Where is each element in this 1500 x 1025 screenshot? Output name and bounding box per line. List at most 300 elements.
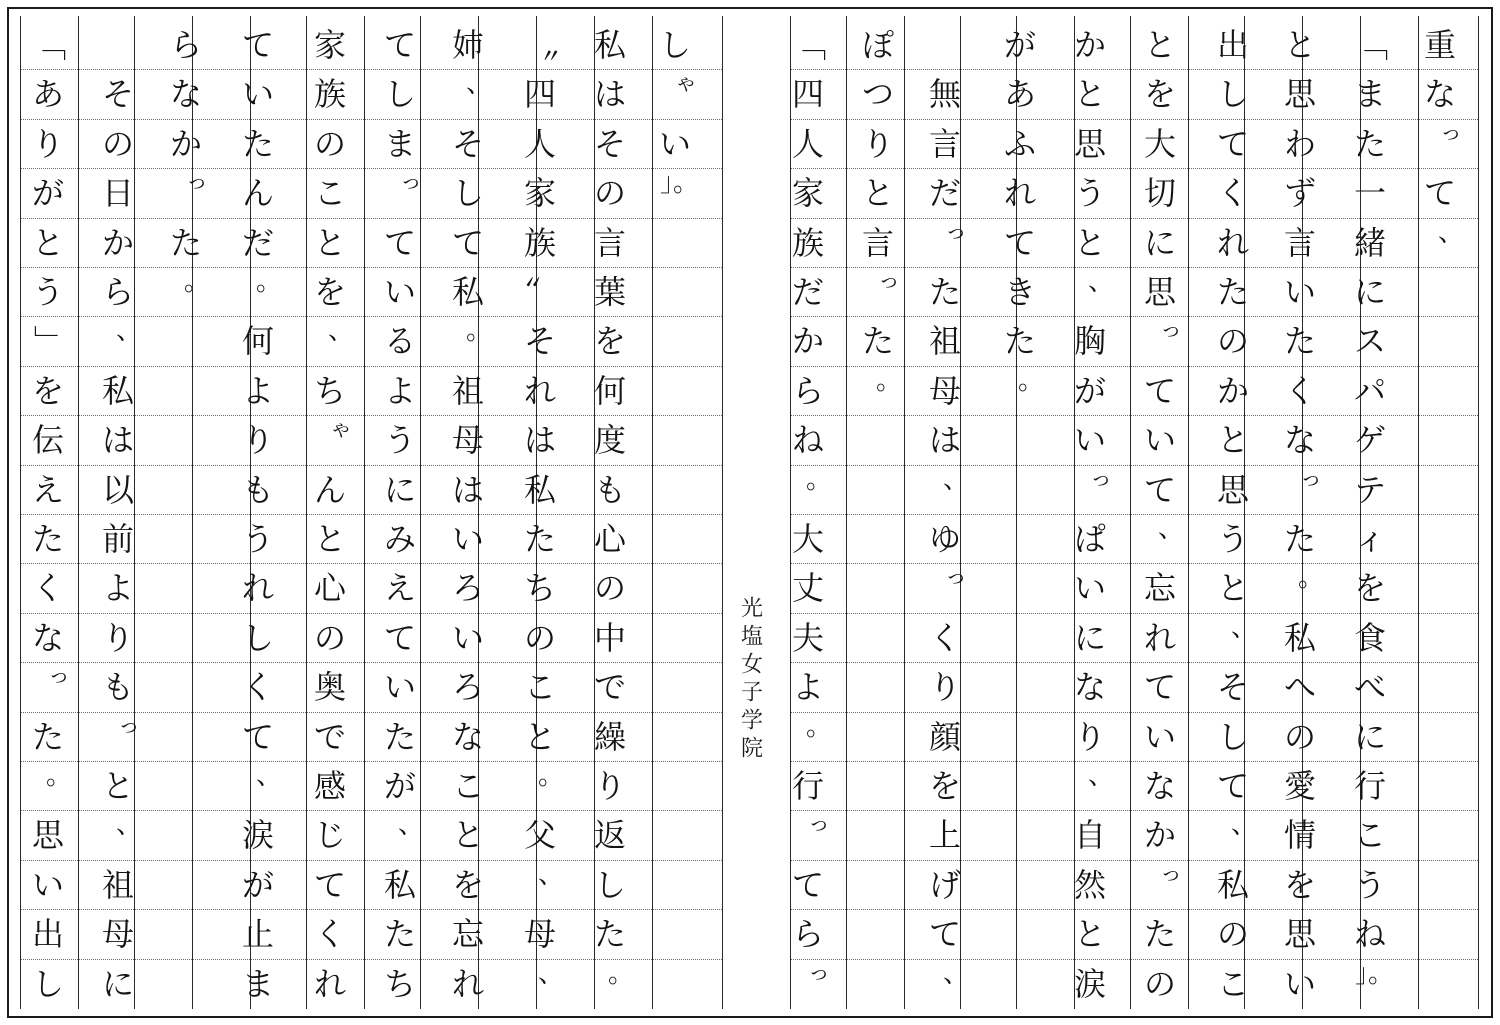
character-cell: 忘: [1143, 568, 1176, 607]
character-cell: て: [1143, 470, 1176, 509]
character-cell: 私: [383, 865, 416, 904]
character-cell: ち: [383, 964, 416, 1003]
character-cell: く: [1216, 173, 1249, 212]
character-cell: し: [383, 74, 416, 113]
character-cell: い: [1073, 420, 1106, 459]
character-cell: た: [169, 223, 202, 262]
character-cell: 母: [451, 420, 484, 459]
character-cell: が: [241, 865, 274, 904]
character-cell: [1412, 415, 1468, 464]
character-cell: く: [313, 914, 346, 953]
character-cell: [850, 613, 906, 662]
character-cell: み: [383, 519, 416, 558]
character-cell: ま: [241, 964, 274, 1003]
character-cell: で: [593, 667, 626, 706]
character-cell: [647, 563, 703, 612]
character-cell: ね: [1353, 914, 1386, 953]
character-cell: ん: [241, 173, 274, 212]
character-cell: 前: [101, 519, 134, 558]
character-cell: ゃ: [674, 71, 697, 96]
character-cell: い: [658, 124, 691, 163]
character-cell: [647, 465, 703, 514]
character-cell: は: [101, 420, 134, 459]
character-cell: 思: [1073, 124, 1106, 163]
character-cell: に: [1073, 618, 1106, 657]
character-cell: 思: [1283, 74, 1316, 113]
character-cell: [1412, 465, 1468, 514]
character-cell: に: [1353, 272, 1386, 311]
character-cell: [1412, 514, 1468, 563]
character-cell: [1412, 267, 1468, 316]
character-cell: う: [1073, 173, 1106, 212]
character-cell: 」。: [1354, 959, 1394, 989]
character-cell: [992, 465, 1048, 514]
character-cell: 言: [1283, 223, 1316, 262]
character-cell: た: [241, 124, 274, 163]
column-rule: [722, 16, 723, 1009]
character-cell: [647, 761, 703, 810]
character-cell: 。: [805, 465, 832, 495]
character-cell: [1412, 860, 1468, 909]
character-cell: な: [451, 717, 484, 756]
character-cell: れ: [313, 964, 346, 1003]
character-cell: あ: [1003, 74, 1036, 113]
character-cell: か: [101, 223, 134, 262]
character-cell: 族: [313, 74, 346, 113]
character-cell: 人: [523, 124, 556, 163]
character-cell: ィ: [1353, 519, 1386, 558]
character-cell: 日: [101, 173, 134, 212]
character-cell: り: [31, 124, 64, 163]
character-cell: く: [1283, 371, 1316, 410]
character-cell: [992, 662, 1048, 711]
character-cell: い: [1073, 568, 1106, 607]
character-cell: 一: [1353, 173, 1386, 212]
character-cell: [158, 909, 214, 958]
character-cell: と: [1073, 914, 1106, 953]
character-cell: [992, 415, 1048, 464]
character-cell: そ: [451, 124, 484, 163]
character-cell: [158, 860, 214, 909]
character-cell: [90, 20, 146, 69]
character-cell: [1412, 613, 1468, 662]
character-cell: 、: [1230, 613, 1257, 643]
character-cell: た: [31, 519, 64, 558]
character-cell: た: [31, 717, 64, 756]
character-cell: 、: [255, 761, 282, 791]
character-cell: な: [1143, 766, 1176, 805]
character-cell: て: [928, 914, 961, 953]
character-cell: [992, 810, 1048, 859]
character-cell: が: [1073, 371, 1106, 410]
character-cell: [158, 366, 214, 415]
character-cell: 」。: [659, 168, 699, 198]
character-cell: [158, 563, 214, 612]
character-cell: っ: [1159, 318, 1182, 343]
character-cell: に: [1143, 223, 1176, 262]
character-cell: た: [1216, 272, 1249, 311]
character-cell: へ: [1283, 667, 1316, 706]
character-cell: は: [451, 470, 484, 509]
character-cell: 心: [313, 568, 346, 607]
character-cell: 上: [928, 815, 961, 854]
character-cell: き: [1003, 272, 1036, 311]
character-cell: し: [593, 865, 626, 904]
character-cell: [850, 761, 906, 810]
character-cell: か: [1143, 815, 1176, 854]
character-cell: 重: [1423, 25, 1456, 64]
character-cell: て: [451, 223, 484, 262]
character-cell: っ: [1089, 467, 1112, 492]
character-cell: 。: [805, 712, 832, 742]
character-cell: 大: [791, 519, 824, 558]
character-cell: 、: [537, 860, 564, 890]
character-cell: 私: [593, 25, 626, 64]
character-cell: と: [31, 223, 64, 262]
character-cell: 出: [31, 914, 64, 953]
character-cell: っ: [117, 714, 140, 739]
character-cell: [158, 810, 214, 859]
character-cell: を: [1353, 568, 1386, 607]
character-cell: 、: [1087, 267, 1114, 297]
character-cell: ス: [1353, 321, 1386, 360]
character-cell: い: [451, 618, 484, 657]
character-cell: の: [1216, 914, 1249, 953]
character-cell: い: [1143, 717, 1176, 756]
character-cell: 忘: [451, 914, 484, 953]
character-cell: 丈: [791, 568, 824, 607]
character-cell: [1412, 909, 1468, 958]
character-cell: 「: [29, 28, 67, 61]
character-cell: 自: [1073, 815, 1106, 854]
character-cell: 何: [241, 321, 274, 360]
character-cell: え: [31, 470, 64, 509]
character-cell: っ: [807, 812, 830, 837]
character-cell: [158, 712, 214, 761]
character-cell: が: [383, 766, 416, 805]
character-cell: に: [101, 964, 134, 1003]
character-cell: の: [313, 618, 346, 657]
character-cell: ろ: [451, 667, 484, 706]
character-cell: て: [383, 25, 416, 64]
character-cell: な: [1283, 420, 1316, 459]
character-cell: を: [313, 272, 346, 311]
character-cell: 祖: [451, 371, 484, 410]
character-cell: い: [1143, 420, 1176, 459]
character-cell: [850, 662, 906, 711]
character-cell: 「: [1351, 28, 1389, 61]
character-cell: [647, 662, 703, 711]
character-cell: ゆ: [928, 519, 961, 558]
character-cell: 感: [313, 766, 346, 805]
character-cell: い: [383, 272, 416, 311]
character-cell: う: [383, 420, 416, 459]
character-cell: 心: [593, 519, 626, 558]
character-cell: っ: [1439, 121, 1462, 146]
character-cell: [647, 810, 703, 859]
character-cell: も: [101, 667, 134, 706]
character-cell: と: [1073, 223, 1106, 262]
character-cell: を: [928, 766, 961, 805]
character-cell: っ: [399, 170, 422, 195]
character-cell: [158, 761, 214, 810]
character-cell: ろ: [451, 568, 484, 607]
character-cell: [1412, 810, 1468, 859]
character-cell: だ: [241, 223, 274, 262]
character-cell: の: [523, 618, 556, 657]
character-cell: か: [791, 321, 824, 360]
character-cell: な: [1073, 667, 1106, 706]
character-cell: 切: [1143, 173, 1176, 212]
character-cell: ち: [523, 568, 556, 607]
character-cell: っ: [944, 220, 967, 245]
character-cell: た: [1283, 519, 1316, 558]
character-cell: を: [1283, 865, 1316, 904]
character-cell: 然: [1073, 865, 1106, 904]
character-cell: 四: [791, 74, 824, 113]
character-cell: [1412, 761, 1468, 810]
character-cell: 言: [593, 223, 626, 262]
character-cell: が: [31, 173, 64, 212]
character-cell: [992, 959, 1048, 1008]
character-cell: う: [1216, 519, 1249, 558]
character-cell: 。: [255, 267, 282, 297]
character-cell: は: [523, 420, 556, 459]
character-cell: [647, 218, 703, 267]
character-cell: [992, 563, 1048, 612]
character-cell: を: [593, 321, 626, 360]
character-cell: り: [241, 420, 274, 459]
character-cell: ま: [383, 124, 416, 163]
character-cell: 繰: [593, 717, 626, 756]
character-cell: と: [861, 173, 894, 212]
character-cell: か: [169, 124, 202, 163]
character-cell: う: [1353, 865, 1386, 904]
character-cell: 。: [537, 761, 564, 791]
character-cell: [158, 613, 214, 662]
character-cell: い: [1283, 964, 1316, 1003]
character-cell: 私: [523, 470, 556, 509]
character-cell: [850, 860, 906, 909]
character-cell: 私: [1283, 618, 1316, 657]
character-cell: [850, 909, 906, 958]
character-cell: 姉: [451, 25, 484, 64]
character-cell: る: [383, 321, 416, 360]
character-cell: 愛: [1283, 766, 1316, 805]
character-cell: ら: [101, 272, 134, 311]
character-cell: ぱ: [1073, 519, 1106, 558]
character-cell: パ: [1353, 371, 1386, 410]
character-cell: [647, 613, 703, 662]
character-cell: [647, 316, 703, 365]
character-cell: 祖: [928, 321, 961, 360]
character-cell: の: [101, 124, 134, 163]
character-cell: に: [1353, 717, 1386, 756]
character-cell: り: [593, 766, 626, 805]
character-cell: と: [1283, 25, 1316, 64]
character-cell: い: [451, 519, 484, 558]
character-cell: ら: [791, 914, 824, 953]
character-cell: [850, 959, 906, 1008]
character-cell: 。: [183, 267, 210, 297]
character-cell: 、: [1230, 810, 1257, 840]
character-cell: と: [101, 766, 134, 805]
character-cell: っ: [807, 961, 830, 986]
character-cell: り: [1073, 717, 1106, 756]
character-cell: [992, 514, 1048, 563]
character-cell: で: [313, 717, 346, 756]
character-cell: 。: [1297, 563, 1324, 593]
character-cell: だ: [928, 173, 961, 212]
character-cell: し: [451, 173, 484, 212]
character-cell: [992, 613, 1048, 662]
character-cell: と: [1073, 74, 1106, 113]
character-cell: っ: [1159, 862, 1182, 887]
character-cell: 止: [241, 914, 274, 953]
character-cell: た: [383, 717, 416, 756]
character-cell: 思: [31, 815, 64, 854]
character-cell: 夫: [791, 618, 824, 657]
character-cell: 家: [313, 25, 346, 64]
character-cell: わ: [1283, 124, 1316, 163]
character-cell: 人: [791, 124, 824, 163]
character-cell: [158, 316, 214, 365]
character-cell: 伝: [31, 420, 64, 459]
character-cell: 「: [789, 28, 827, 61]
character-cell: を: [31, 371, 64, 410]
character-cell: ら: [791, 371, 824, 410]
character-cell: こ: [313, 173, 346, 212]
character-cell: う: [241, 519, 274, 558]
character-cell: い: [31, 865, 64, 904]
character-cell: 、: [537, 959, 564, 989]
character-cell: し: [1216, 74, 1249, 113]
character-cell: ぽ: [861, 25, 894, 64]
character-cell: 母: [523, 914, 556, 953]
character-cell: [158, 415, 214, 464]
character-cell: 。: [1017, 366, 1044, 396]
character-cell: 」: [29, 324, 67, 357]
character-cell: し: [241, 618, 274, 657]
character-cell: く: [928, 618, 961, 657]
character-cell: よ: [101, 568, 134, 607]
character-cell: て: [1003, 223, 1036, 262]
character-cell: 父: [523, 815, 556, 854]
character-cell: [1412, 316, 1468, 365]
character-cell: 。: [607, 959, 634, 989]
character-cell: ら: [169, 25, 202, 64]
character-cell: も: [241, 470, 274, 509]
character-cell: く: [241, 667, 274, 706]
character-cell: つ: [861, 74, 894, 113]
character-cell: 四: [523, 74, 556, 113]
character-cell: の: [1283, 717, 1316, 756]
character-cell: が: [1003, 25, 1036, 64]
character-cell: 、: [942, 465, 969, 495]
character-cell: [158, 465, 214, 514]
character-cell: [647, 712, 703, 761]
character-cell: り: [861, 124, 894, 163]
character-cell: [647, 860, 703, 909]
character-cell: っ: [47, 664, 70, 689]
character-cell: 思: [1216, 470, 1249, 509]
character-cell: こ: [1216, 964, 1249, 1003]
character-cell: と: [313, 519, 346, 558]
character-cell: [1412, 662, 1468, 711]
character-cell: た: [1003, 321, 1036, 360]
character-cell: 行: [1353, 766, 1386, 805]
character-cell: [850, 514, 906, 563]
character-cell: ゲ: [1353, 420, 1386, 459]
character-cell: 行: [791, 766, 824, 805]
character-cell: [1412, 366, 1468, 415]
character-cell: 思: [1283, 914, 1316, 953]
character-cell: ん: [313, 470, 346, 509]
character-cell: だ: [791, 272, 824, 311]
character-cell: て: [241, 25, 274, 64]
character-cell: こ: [451, 766, 484, 805]
character-cell: そ: [593, 124, 626, 163]
character-cell: の: [313, 124, 346, 163]
character-cell: [992, 761, 1048, 810]
character-cell: ね: [791, 420, 824, 459]
character-cell: [158, 514, 214, 563]
character-cell: と: [1143, 25, 1176, 64]
character-cell: こ: [523, 667, 556, 706]
character-cell: 、: [1157, 514, 1184, 544]
character-cell: た: [1143, 914, 1176, 953]
character-cell: 胸: [1073, 321, 1106, 360]
character-cell: [158, 959, 214, 1008]
character-cell: 、: [465, 69, 492, 99]
character-cell: 緒: [1353, 223, 1386, 262]
character-cell: っ: [1299, 467, 1322, 492]
character-cell: り: [101, 618, 134, 657]
character-cell: た: [1283, 321, 1316, 360]
character-cell: よ: [791, 667, 824, 706]
character-cell: [992, 860, 1048, 909]
character-cell: こ: [1353, 815, 1386, 854]
character-cell: そ: [101, 74, 134, 113]
character-cell: い: [383, 667, 416, 706]
character-cell: [647, 909, 703, 958]
character-cell: れ: [241, 568, 274, 607]
character-cell: 〝: [521, 28, 559, 61]
character-cell: 。: [465, 316, 492, 346]
character-cell: て: [1216, 766, 1249, 805]
character-cell: 言: [861, 223, 894, 262]
character-cell: う: [31, 272, 64, 311]
character-cell: し: [1216, 717, 1249, 756]
character-cell: 何: [593, 371, 626, 410]
character-cell: れ: [1216, 223, 1249, 262]
character-cell: 顔: [928, 717, 961, 756]
character-cell: [850, 810, 906, 859]
character-cell: よ: [383, 371, 416, 410]
character-cell: の: [593, 173, 626, 212]
character-cell: 奥: [313, 667, 346, 706]
character-cell: 思: [1143, 272, 1176, 311]
character-cell: て: [313, 865, 346, 904]
character-cell: 、: [397, 810, 424, 840]
character-cell: か: [1216, 371, 1249, 410]
character-cell: [850, 712, 906, 761]
character-cell: [647, 267, 703, 316]
character-cell: て: [1143, 371, 1176, 410]
character-cell: げ: [928, 865, 961, 904]
character-cell: べ: [1353, 667, 1386, 706]
character-cell: ち: [313, 371, 346, 410]
